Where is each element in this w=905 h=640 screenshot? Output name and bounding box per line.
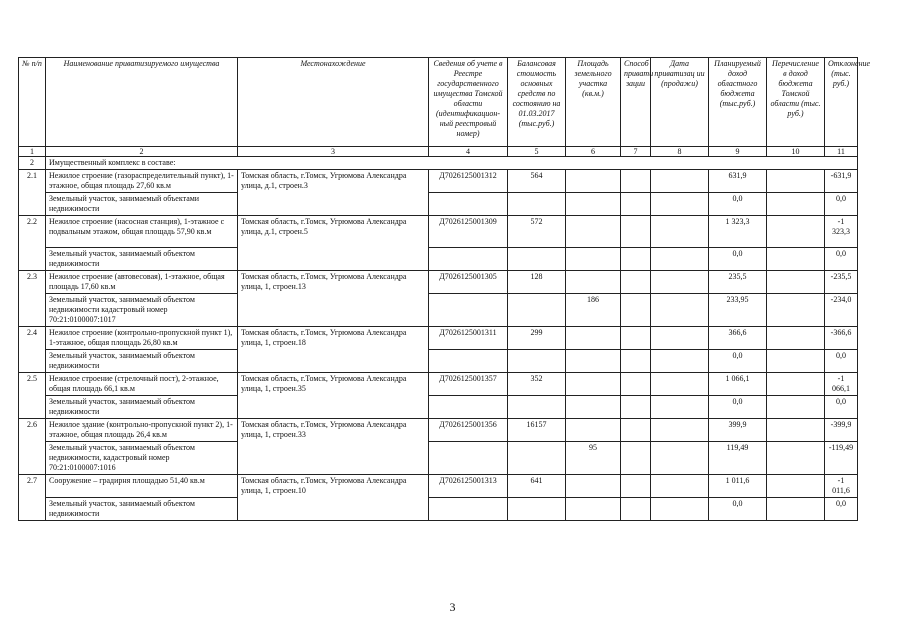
registry-number: Д7026125001309 — [429, 216, 508, 248]
planned-income: 366,6 — [709, 327, 767, 350]
column-number: 7 — [621, 147, 651, 157]
privatization-method — [621, 271, 651, 294]
section-number: 2 — [19, 157, 46, 170]
privatization-method — [621, 248, 651, 271]
header-cell: Планируемый доход областного бюджета (тыс.руб.) — [709, 58, 767, 147]
transfer-amount — [767, 271, 825, 294]
balance-value — [508, 294, 566, 327]
land-area: 186 — [566, 294, 621, 327]
table-row — [19, 475, 858, 498]
registry-number: Д7026125001357 — [429, 373, 508, 396]
building-name: Нежилое строение (стрелочный пост), 2-этажное, общая площадь 66,1 кв.м — [46, 373, 238, 396]
planned-income: 235,5 — [709, 271, 767, 294]
item-number: 2.1 — [19, 170, 46, 216]
balance-value — [508, 193, 566, 216]
item-number: 2.6 — [19, 419, 46, 475]
column-number: 3 — [238, 147, 429, 157]
transfer-amount — [767, 193, 825, 216]
planned-income: 119,49 — [709, 442, 767, 475]
planned-income: 1 066,1 — [709, 373, 767, 396]
privatization-date — [651, 419, 709, 442]
land-area — [566, 271, 621, 294]
privatization-method — [621, 327, 651, 350]
column-number: 2 — [46, 147, 238, 157]
privatization-method — [621, 396, 651, 419]
land-area — [566, 350, 621, 373]
privatization-method — [621, 170, 651, 193]
transfer-amount — [767, 373, 825, 396]
planned-income: 1 323,3 — [709, 216, 767, 248]
land-plot-name: Земельный участок, занимаемый объектом недвижимости — [46, 248, 238, 271]
building-name: Нежилое строение (газораспределительный пункт), 1-этажное, общая площадь 27,60 кв.м — [46, 170, 238, 193]
column-number: 10 — [767, 147, 825, 157]
item-number: 2.4 — [19, 327, 46, 373]
privatization-method — [621, 193, 651, 216]
balance-value: 641 — [508, 475, 566, 498]
planned-income: 631,9 — [709, 170, 767, 193]
balance-value: 128 — [508, 271, 566, 294]
column-number: 1 — [19, 147, 46, 157]
header-cell: Балансовая стоимость основных средств по состоянию на 01.03.2017 (тыс.руб.) — [508, 58, 566, 147]
planned-income: 399,9 — [709, 419, 767, 442]
building-name: Нежилое строение (контрольно-пропускной пункт 1), 1-этажное, общая площадь 26,80 кв.м — [46, 327, 238, 350]
privatization-date — [651, 350, 709, 373]
table-row — [19, 327, 858, 350]
deviation: -1 323,3 — [825, 216, 858, 248]
location: Томская область, г.Томск, Угрюмова Александра улица, д.1, строен.5 — [238, 216, 429, 271]
deviation: -235,5 — [825, 271, 858, 294]
registry-number — [429, 193, 508, 216]
header-cell: Отклонение (тыс. руб.) — [825, 58, 858, 147]
land-area — [566, 216, 621, 248]
balance-value — [508, 396, 566, 419]
planned-income: 0,0 — [709, 498, 767, 521]
land-area — [566, 193, 621, 216]
balance-value: 352 — [508, 373, 566, 396]
column-number: 11 — [825, 147, 858, 157]
table-row — [19, 498, 858, 521]
balance-value: 572 — [508, 216, 566, 248]
registry-number: Д7026125001312 — [429, 170, 508, 193]
privatization-method — [621, 475, 651, 498]
column-number: 4 — [429, 147, 508, 157]
land-plot-name: Земельный участок, занимаемый объектом недвижимости — [46, 396, 238, 419]
land-area: 95 — [566, 442, 621, 475]
privatization-method — [621, 216, 651, 248]
privatization-date — [651, 170, 709, 193]
building-name: Нежилое строение (автовесовая), 1-этажное, общая площадь 17,60 кв.м — [46, 271, 238, 294]
column-number: 6 — [566, 147, 621, 157]
planned-income: 0,0 — [709, 248, 767, 271]
land-plot-name: Земельный участок, занимаемый объектом недвижимости — [46, 350, 238, 373]
header-cell: Наименование приватизируемого имущества — [46, 58, 238, 147]
table-row — [19, 442, 858, 475]
table-row — [19, 396, 858, 419]
section-title: Имущественный комплекс в составе: — [46, 157, 858, 170]
privatization-method — [621, 373, 651, 396]
location: Томская область, г.Томск, Угрюмова Александра улица, 1, строен.18 — [238, 327, 429, 373]
deviation: -234,0 — [825, 294, 858, 327]
transfer-amount — [767, 396, 825, 419]
deviation: -399,9 — [825, 419, 858, 442]
transfer-amount — [767, 419, 825, 442]
land-plot-name: Земельный участок, занимаемый объектом недвижимости — [46, 498, 238, 521]
location: Томская область, г.Томск, Угрюмова Александра улица, 1, строен.13 — [238, 271, 429, 327]
transfer-amount — [767, 216, 825, 248]
table-row — [19, 248, 858, 271]
column-number: 9 — [709, 147, 767, 157]
table-row — [19, 350, 858, 373]
privatization-method — [621, 442, 651, 475]
privatization-method — [621, 419, 651, 442]
location: Томская область, г.Томск, Угрюмова Александра улица, д.1, строен.3 — [238, 170, 429, 216]
privatization-date — [651, 216, 709, 248]
deviation: 0,0 — [825, 498, 858, 521]
header-cell: Перечисление в доход бюджета Томской области (тыс. руб.) — [767, 58, 825, 147]
table-row — [19, 170, 858, 193]
deviation: 0,0 — [825, 193, 858, 216]
registry-number — [429, 350, 508, 373]
registry-number: Д7026125001305 — [429, 271, 508, 294]
land-area — [566, 498, 621, 521]
header-row — [19, 58, 858, 147]
header-cell: Дата приватизац ии (продажи) — [651, 58, 709, 147]
section-row — [19, 157, 858, 170]
balance-value: 16157 — [508, 419, 566, 442]
transfer-amount — [767, 498, 825, 521]
transfer-amount — [767, 248, 825, 271]
privatization-date — [651, 294, 709, 327]
privatization-date — [651, 271, 709, 294]
land-plot-name: Земельный участок, занимаемый объектом недвижимости кадастровый номер 70:21:0100007:1017 — [46, 294, 238, 327]
building-name: Сооружение – градирня площадью 51,40 кв.м — [46, 475, 238, 498]
transfer-amount — [767, 475, 825, 498]
item-number: 2.3 — [19, 271, 46, 327]
privatization-table — [18, 57, 871, 521]
privatization-method — [621, 294, 651, 327]
privatization-method — [621, 350, 651, 373]
land-plot-name: Земельный участок, занимаемый объектами недвижимости — [46, 193, 238, 216]
deviation: -119,49 — [825, 442, 858, 475]
land-area — [566, 419, 621, 442]
table-row — [19, 193, 858, 216]
transfer-amount — [767, 294, 825, 327]
column-number-row — [19, 147, 858, 157]
privatization-date — [651, 327, 709, 350]
column-number: 5 — [508, 147, 566, 157]
deviation: 0,0 — [825, 248, 858, 271]
land-area — [566, 248, 621, 271]
planned-income: 233,95 — [709, 294, 767, 327]
privatization-date — [651, 498, 709, 521]
location: Томская область, г.Томск, Угрюмова Александра улица, 1, строен.33 — [238, 419, 429, 475]
table-row — [19, 271, 858, 294]
deviation: 0,0 — [825, 350, 858, 373]
table-row — [19, 373, 858, 396]
table-row — [19, 216, 858, 248]
item-number: 2.7 — [19, 475, 46, 521]
header-cell: Сведения об учете в Реестре государственного имущества Томской области (идентификацион-ный реестровый номер) — [429, 58, 508, 147]
header-cell: Местонахождение — [238, 58, 429, 147]
transfer-amount — [767, 442, 825, 475]
registry-number: Д7026125001313 — [429, 475, 508, 498]
balance-value: 564 — [508, 170, 566, 193]
header-cell: Площадь земельного участка (кв.м.) — [566, 58, 621, 147]
planned-income: 0,0 — [709, 396, 767, 419]
deviation: -631,9 — [825, 170, 858, 193]
transfer-amount — [767, 350, 825, 373]
table-row — [19, 294, 858, 327]
page-number: 3 — [449, 600, 456, 614]
registry-number: Д7026125001356 — [429, 419, 508, 442]
land-plot-name: Земельный участок, занимаемый объектом недвижимости, кадастровый номер 70:21:0100007:1016 — [46, 442, 238, 475]
location: Томская область, г.Томск, Угрюмова Александра улица, 1, строен.10 — [238, 475, 429, 521]
planned-income: 1 011,6 — [709, 475, 767, 498]
privatization-date — [651, 248, 709, 271]
item-number: 2.2 — [19, 216, 46, 271]
registry-number: Д7026125001311 — [429, 327, 508, 350]
balance-value — [508, 442, 566, 475]
privatization-method — [621, 498, 651, 521]
privatization-date — [651, 193, 709, 216]
land-area — [566, 327, 621, 350]
registry-number — [429, 248, 508, 271]
table-row — [19, 419, 858, 442]
deviation: 0,0 — [825, 396, 858, 419]
land-area — [566, 170, 621, 193]
item-number: 2.5 — [19, 373, 46, 419]
land-area — [566, 475, 621, 498]
planned-income: 0,0 — [709, 193, 767, 216]
header-cell: Способ привати зации — [621, 58, 651, 147]
deviation: -1 011,6 — [825, 475, 858, 498]
land-area — [566, 373, 621, 396]
building-name: Нежилое здание (контрольно-пропускной пункт 2), 1-этажное, общая площадь 26,4 кв.м — [46, 419, 238, 442]
column-number: 8 — [651, 147, 709, 157]
balance-value — [508, 498, 566, 521]
planned-income: 0,0 — [709, 350, 767, 373]
deviation: -1 066,1 — [825, 373, 858, 396]
privatization-date — [651, 475, 709, 498]
registry-number — [429, 396, 508, 419]
registry-number — [429, 498, 508, 521]
transfer-amount — [767, 170, 825, 193]
deviation: -366,6 — [825, 327, 858, 350]
balance-value — [508, 350, 566, 373]
location: Томская область, г.Томск, Угрюмова Александра улица, 1, строен.35 — [238, 373, 429, 419]
privatization-date — [651, 442, 709, 475]
privatization-date — [651, 396, 709, 419]
registry-number — [429, 294, 508, 327]
balance-value: 299 — [508, 327, 566, 350]
land-area — [566, 396, 621, 419]
building-name: Нежилое строение (насосная станция), 1-этажное с подвальным этажом, общая площадь 57,90 кв.м — [46, 216, 238, 248]
balance-value — [508, 248, 566, 271]
registry-number — [429, 442, 508, 475]
header-cell: № п/п — [19, 58, 46, 147]
transfer-amount — [767, 327, 825, 350]
privatization-date — [651, 373, 709, 396]
